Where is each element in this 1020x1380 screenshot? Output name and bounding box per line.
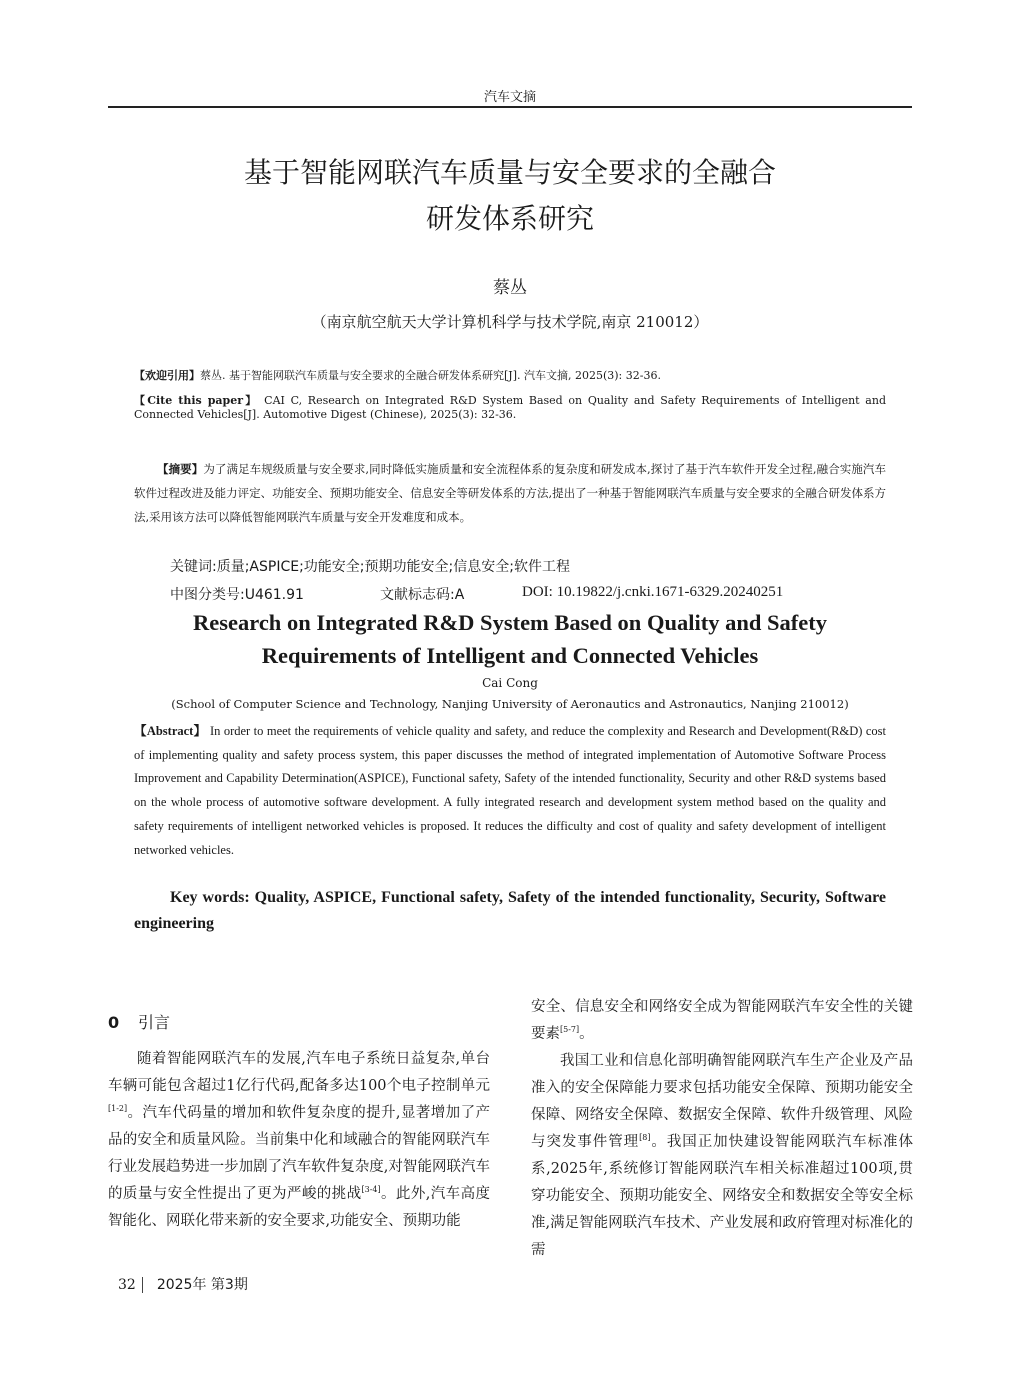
abstract-cn <box>134 457 886 529</box>
title-en-line-1: Research on Integrated R&D System Based on Quality and Safety <box>193 610 827 635</box>
affiliation-cn: （南京航空航天大学计算机科学与技术学院,南京 210012） <box>311 313 709 331</box>
abstract-en-label: 【Abstract】 <box>134 724 207 738</box>
page-footer <box>118 1274 248 1294</box>
citation-en-text: CAI C, Research on Integrated R&D System Based on Quality and Safety Requirements of Intelligent and Connected Vehicles[J]. Automotive Digest (Chinese), 2025(3): 32-36. <box>134 394 886 421</box>
section-heading <box>108 1009 490 1036</box>
document-code: 文献标志码:A <box>380 587 465 603</box>
abstract-cn-text: 为了满足车规级质量与安全要求,同时降低实施质量和安全流程体系的复杂度和研发成本,探讨了基于汽车软件开发全过程,融合实施汽车软件过程改进及能力评定、功能安全、预期功能安全、信息安全等研发体系的方法,提出了一种基于智能网联汽车质量与安全要求的全融合研发体系方法,采用该方法可以降低智能网联汽车质量与安全开发难度和成本。 <box>134 462 887 524</box>
keywords-cn: 关键词:质量;ASPICE;功能安全;预期功能安全;信息安全;软件工程 <box>170 559 570 575</box>
page-number: 32 <box>118 1277 143 1293</box>
reference-marker: [5-7] <box>560 1025 580 1035</box>
citation-en-label: 【Cite this paper】 <box>134 394 259 407</box>
clc-number: 中图分类号:U461.91 <box>170 587 304 603</box>
doi: DOI: 10.19822/j.cnki.1671-6329.20240251 <box>522 584 784 600</box>
citation-cn <box>134 369 886 383</box>
body-paragraph <box>531 1048 913 1264</box>
citation-cn-label: 【欢迎引用】 <box>134 369 200 382</box>
title-en-line-2: Requirements of Intelligent and Connected Vehicles <box>261 643 759 668</box>
right-column <box>531 994 913 1264</box>
reference-marker: [1-2] <box>108 1104 128 1114</box>
abstract-en <box>134 720 886 862</box>
header-rule <box>108 106 912 108</box>
journal-header: 汽车文摘 <box>483 90 536 105</box>
paragraph-text: 安全、信息安全和网络安全成为智能网联汽车安全性的关键要素 <box>531 999 913 1042</box>
author-cn: 蔡丛 <box>493 278 527 298</box>
title-en <box>108 606 912 672</box>
abstract-cn-label: 【摘要】 <box>157 462 204 476</box>
paragraph-text: 。 <box>579 1026 594 1042</box>
paragraph-text: 随着智能网联汽车的发展,汽车电子系统日益复杂,单台车辆可能包含超过1亿行代码,配备多达100个电子控制单元 <box>108 1051 490 1094</box>
citation-en <box>134 394 886 422</box>
abstract-en-text: In order to meet the requirements of vehicle quality and safety, and reduce the complexity and Research and Development(R&D) cost of implementing quality and safety process system, this paper discusses the method of integrated implementation of Automotive Software Process Improvement and Capability Determination(ASPICE), Functional safety, Safety of the intended functionality, Security and other R&D systems based on the whole process of automotive software development. A fully integrated research and development system method based on the quality and safety requirements of intelligent networked vehicles is proposed. It reduces the difficulty and cost of quality and safety development of intelligent networked vehicles. <box>134 724 886 857</box>
left-column <box>108 994 490 1235</box>
affiliation-en: (School of Computer Science and Technology, Nanjing University of Aeronautics and Astronautics, Nanjing 210012) <box>171 697 849 711</box>
title-cn-line-2: 研发体系研究 <box>425 202 594 235</box>
body-paragraph <box>108 1046 490 1235</box>
paragraph-text: 。汽车代码量的增加和软件复杂度的提升,显著增加了产品的安全和质量风险。当前集中化和域融合的智能网联汽车行业发展趋势进一步加剧了汽车软件复杂度,对智能网联汽车的质量与安全性提出了更为严峻的挑战 <box>108 1105 490 1202</box>
reference-marker: [3-4] <box>361 1185 381 1195</box>
author-en: Cai Cong <box>482 676 538 690</box>
issue-info: 2025年 第3期 <box>156 1277 248 1293</box>
keywords-en: Key words: Quality, ASPICE, Functional safety, Safety of the intended functionality, Security, Software engineering <box>134 889 886 932</box>
title-cn <box>108 150 912 242</box>
section-number: 0 <box>108 1013 120 1032</box>
title-cn-line-1: 基于智能网联汽车质量与安全要求的全融合 <box>243 156 776 189</box>
body-paragraph-continued <box>531 994 913 1048</box>
reference-marker: [8] <box>639 1133 651 1143</box>
paragraph-text: 我国工业和信息化部明确智能网联汽车生产企业及产品准入的安全保障能力要求包括功能安全保障、预期功能安全保障、网络安全保障、数据安全保障、软件升级管理、风险与突发事件管理 <box>531 1053 913 1150</box>
citation-cn-text: 蔡丛. 基于智能网联汽车质量与安全要求的全融合研发体系研究[J]. 汽车文摘, 2025(3): 32-36. <box>200 369 661 382</box>
paragraph-text: 。我国正加快建设智能网联汽车标准体系,2025年,系统修订智能网联汽车相关标准超过100项,贯穿功能安全、预期功能安全、网络安全和数据安全等安全标准,满足智能网联汽车技术、产业发展和政府管理对标准化的需 <box>531 1134 913 1258</box>
paragraph-text: 。此外,汽车高度智能化、网联化带来新的安全要求,功能安全、预期功能 <box>108 1186 491 1229</box>
section-title: 引言 <box>138 1013 171 1032</box>
